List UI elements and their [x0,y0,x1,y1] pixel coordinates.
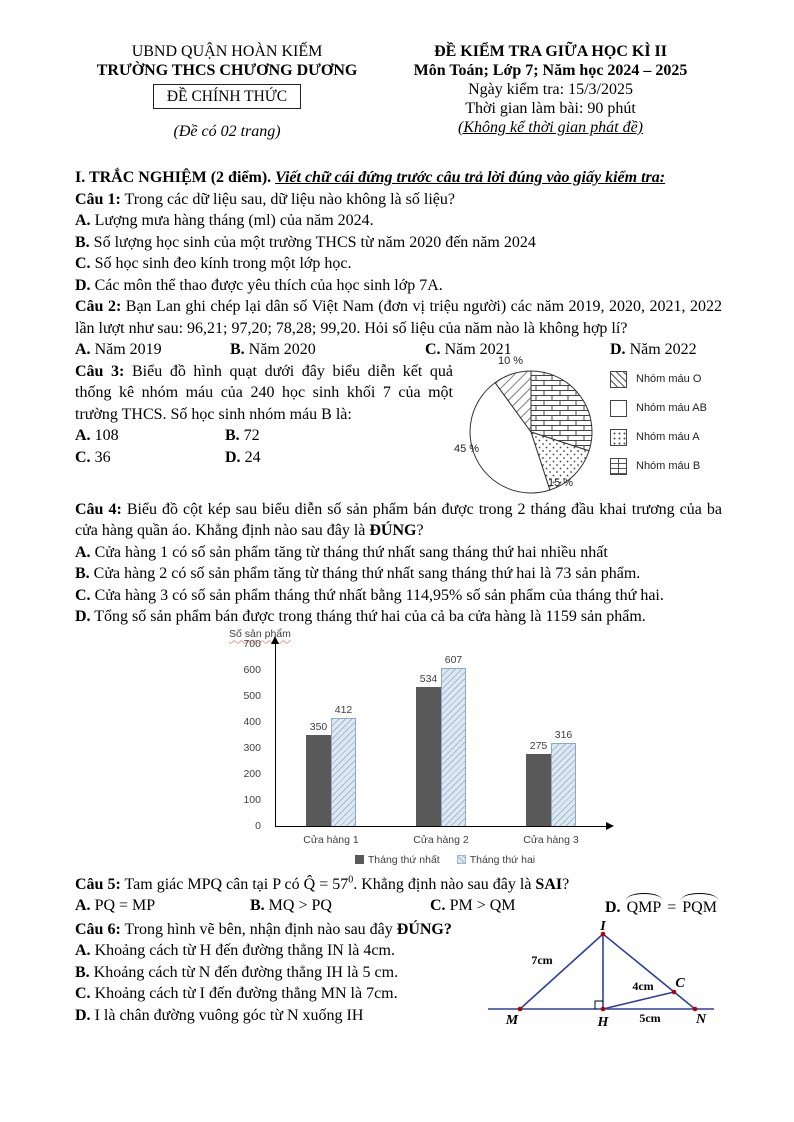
y-tick-label: 700 [243,637,261,650]
q3-option-c [75,447,225,469]
bar-value-label: 412 [334,704,353,717]
option-letter: A. [75,897,91,914]
q1-option-b [75,232,722,254]
math-equation: = 57 [315,875,349,893]
y-tick-label: 500 [243,689,261,702]
section-1-title: I. TRẮC NGHIỆM (2 điểm). [75,169,272,186]
q5-option-d [605,895,719,919]
legend-swatch [355,855,364,864]
question-3-left [75,361,453,469]
q2-option-b [230,339,425,361]
legend-label: Nhóm máu A [636,431,700,443]
bar-month-2 [331,718,356,825]
option-letter: B. [75,565,90,582]
bar-column [441,654,466,826]
bar-value-label: 350 [309,720,328,733]
bar-value-label: 607 [444,653,463,666]
option-letter: B. [225,427,240,444]
bar-month-2 [441,668,466,826]
math-angle-q: Q̂ [303,875,316,893]
legend-label: Nhóm máu B [636,460,701,472]
option-letter: C. [75,255,91,272]
q5-options [75,895,722,919]
bar-groups [276,644,606,846]
category-label: Cửa hàng 3 [523,833,579,846]
legend-swatch [610,400,627,417]
question-3-text: Biểu đồ hình quạt dưới đây biểu diễn kết quả thống kê nhóm máu của 240 học sinh khối 7 của một trường THCS. Số học sinh nhóm máu B là: [75,362,454,423]
pages-note: (Đề có 02 trang) [173,123,281,140]
pie-label-15: 15 % [548,476,574,489]
q5-option-c [430,895,605,919]
pie-chart [464,365,598,499]
q6-option-b [75,962,482,984]
option-text: 24 [244,448,261,466]
q4-option-d [75,606,722,628]
q5-option-a [75,895,250,919]
exam-duration-note: (Không kể thời gian phát đề) [458,119,643,136]
option-letter: B. [230,341,245,358]
bar-column [416,673,441,826]
option-letter: D. [610,341,626,358]
question-5-tail: ? [562,875,570,893]
question-2-text: Bạn Lan ghi chép lại dân số Việt Nam (đơn vị triệu người) các năm 2019, 2020, 2021, 2022 lần lượt như sau: 96,21; 97,20; 78,28; 99,20. Hỏi số liệu của năm nào là không hợp lí? [75,298,723,337]
option-text: Năm 2020 [248,341,316,358]
option-letter: A. [75,427,91,444]
question-6-left [75,919,482,1027]
y-tick-label: 200 [243,767,261,780]
y-tick-label: 100 [243,793,261,806]
option-text: 108 [94,427,119,444]
question-5 [75,874,722,896]
option-letter: C. [75,586,91,604]
option-text: Cửa hàng 2 có số sản phẩm tăng từ tháng thứ nhất sang tháng thứ hai là 73 sản phẩm. [93,565,641,582]
bar-column [526,740,551,826]
option-text: Khoảng cách từ I đến đường thẳng MN là 7cm. [94,985,398,1002]
question-2-label: Câu 2: [75,298,122,315]
pie-label-10: 10 % [498,354,524,367]
option-letter: A. [75,212,91,229]
bar-month-1 [416,687,441,826]
q3-options [75,425,453,468]
point-label-C: C [675,975,685,991]
bar-value-label: 534 [419,672,438,685]
question-5-text: Tam giác MPQ cân tại P có [124,875,304,893]
bar-chart-legend [275,854,615,866]
bar-value-label: 275 [529,740,548,752]
bar-column [551,729,576,825]
q1-option-c [75,253,722,275]
pie-legend [610,371,707,487]
pie-legend-item [610,429,707,447]
triangle-diagram [482,921,722,1033]
q2-option-a [75,339,230,361]
section-1-instruction: Viết chữ cái đứng trước câu trả lời đúng vào giấy kiểm tra: [275,169,666,186]
stamp-wrap [75,80,379,109]
option-text: MQ > PQ [268,897,332,914]
question-5-label: Câu 5: [75,875,121,893]
q1-option-d [75,275,722,297]
option-text: 72 [243,427,260,444]
triangle-figure [482,921,722,1040]
question-4-tail: ? [416,522,424,539]
q5-option-b [250,895,430,919]
option-text: Cửa hàng 3 có số sản phẩm tháng thứ nhất bằng 114,95% số sản phẩm của tháng thứ hai. [94,586,664,604]
q3-option-a [75,425,225,447]
q6-option-c [75,983,482,1005]
option-text: Khoảng cách từ H đến đường thẳng IN là 4cm. [94,942,395,959]
q6-option-d [75,1005,482,1027]
question-4-emph: ĐÚNG [369,522,417,539]
math-superscript: 0 [348,874,354,886]
option-letter: D. [225,448,241,466]
option-text: Cửa hàng 1 có số sản phẩm tăng từ tháng thứ nhất sang tháng thứ hai nhiều nhất [94,543,608,561]
point-label-M: M [505,1012,519,1028]
triangle-lines [488,934,714,1009]
option-letter: D. [605,899,621,916]
header-left [75,42,379,141]
legend-label: Tháng thứ nhất [367,853,440,866]
bar-group [523,729,579,846]
q1-option-a [75,210,722,232]
measure-label-7cm: 7cm [531,952,553,967]
y-tick-label: 300 [243,741,261,754]
bar-group [413,653,469,846]
question-6-text: Trong hình vẽ bên, nhận định nào sau đây [124,920,397,938]
option-letter: A. [75,942,91,959]
q4-option-b [75,563,722,585]
exam-subject: Môn Toán; Lớp 7; Năm học 2024 – 2025 [413,62,688,79]
math-arc-qmp: QMP [625,895,664,919]
math-equals: = [667,899,677,916]
measure-label-5cm: 5cm [639,1010,661,1025]
org-name: UBND QUẬN HOÀN KIẾM [131,43,323,60]
bar-chart-figure [213,628,643,874]
q3-option-b [225,425,453,447]
y-tick-label: 600 [243,663,261,676]
option-letter: D. [75,276,91,294]
exam-title: ĐỀ KIỂM TRA GIỮA HỌC KÌ II [434,43,667,60]
question-3-label: Câu 3: [75,362,125,380]
bar-month-1 [526,754,551,826]
option-text: Năm 2021 [444,341,512,358]
school-name: TRƯỜNG THCS CHƯƠNG DƯƠNG [96,62,358,79]
option-letter: B. [75,963,90,981]
option-text: Các môn thể thao được yêu thích của học sinh lớp 7A. [94,276,443,294]
exam-duration: Thời gian làm bài: 90 phút [465,100,636,117]
category-label: Cửa hàng 2 [413,833,469,846]
option-letter: A. [75,543,91,561]
question-3 [75,361,453,426]
bar-chart-plot-area [275,644,606,846]
option-text: I là chân đường vuông góc từ N xuống IH [94,1006,364,1024]
bar-group [303,704,359,846]
category-label: Cửa hàng 1 [303,833,359,846]
option-text: Năm 2022 [629,341,697,358]
legend-label: Nhóm máu O [636,373,702,385]
option-text: PQ = MP [94,897,156,914]
bar-month-2 [551,743,576,825]
question-4-text: Biểu đồ cột kép sau biểu diễn số sản phẩm bán được trong 2 tháng đầu khai trương của ba cửa hàng quần áo. Khẳng định nào sau đây là [75,500,723,539]
triangle-points [518,931,698,1011]
pie-legend-item [610,400,707,418]
question-6-block [75,919,722,1040]
exam-date: Ngày kiểm tra: 15/3/2025 [468,81,633,98]
option-text: Số lượng học sinh của một trường THCS từ năm 2020 đến năm 2024 [93,233,536,251]
question-6 [75,919,482,941]
option-text: Tổng số sản phẩm bán được trong tháng thứ hai của cả ba cửa hàng là 1159 sản phẩm. [94,608,646,625]
legend-label: Tháng thứ hai [469,853,536,866]
option-text: Số học sinh đeo kính trong một lớp học. [94,255,352,272]
option-text: Năm 2019 [94,341,162,358]
pie-chart-figure [454,354,722,499]
question-4 [75,499,722,542]
header [75,42,722,141]
question-1-label: Câu 1: [75,190,121,208]
option-text: 36 [94,448,111,466]
option-letter: A. [75,341,91,358]
math-arc-pqm: PQM [680,895,719,919]
bar-chart-y-axis-label: Số sản phẩm [229,627,291,640]
legend-swatch [457,855,466,864]
header-right [379,42,722,141]
option-letter: C. [430,897,446,914]
option-letter: D. [75,608,91,625]
option-letter: C. [75,985,91,1002]
option-text: Lượng mưa hàng tháng (ml) của năm 2024. [94,212,374,229]
y-tick-label: 400 [243,715,261,728]
option-text: Khoảng cách từ N đến đường thẳng IH là 5 cm. [93,963,399,981]
q3-option-d [225,447,453,469]
y-axis-ticks [227,637,269,832]
bar-legend-item [457,854,535,866]
question-2 [75,296,722,339]
y-tick-label: 0 [255,819,261,832]
bar-month-1 [306,735,331,826]
question-6-label: Câu 6: [75,920,121,938]
question-5-text-2: . Khẳng định nào sau đây là [353,875,536,893]
q4-option-c [75,585,722,607]
q6-option-a [75,940,482,962]
point-label-H: H [597,1014,609,1030]
section-1-heading [75,167,722,189]
option-letter: C. [425,341,441,358]
option-text: PM > QM [449,897,516,914]
pie-label-45: 45 % [454,442,480,455]
point-label-I: I [600,920,606,934]
question-5-emph: SAI [535,875,563,893]
bar-column [306,721,331,826]
legend-label: Nhóm máu AB [636,402,707,414]
question-4-label: Câu 4: [75,500,122,518]
legend-swatch [610,458,627,475]
legend-swatch [610,371,627,388]
question-1-text: Trong các dữ liệu sau, dữ liệu nào không là số liệu? [124,190,455,208]
legend-swatch [610,429,627,446]
measure-label-4cm: 4cm [632,978,654,993]
pie-legend-item [610,458,707,476]
question-1 [75,189,722,211]
pie-legend-item [610,371,707,389]
option-letter: D. [75,1006,91,1024]
question-6-emph: ĐÚNG? [396,920,452,938]
bar-value-label: 316 [554,729,573,742]
bar-column [331,704,356,825]
option-letter: B. [75,233,90,251]
official-exam-stamp: ĐỀ CHÍNH THỨC [153,84,301,109]
q4-option-a [75,542,722,564]
option-letter: C. [75,448,91,466]
option-letter: B. [250,897,265,914]
point-label-N: N [695,1011,707,1027]
bar-legend-item [355,854,440,866]
question-3-block [75,354,722,499]
